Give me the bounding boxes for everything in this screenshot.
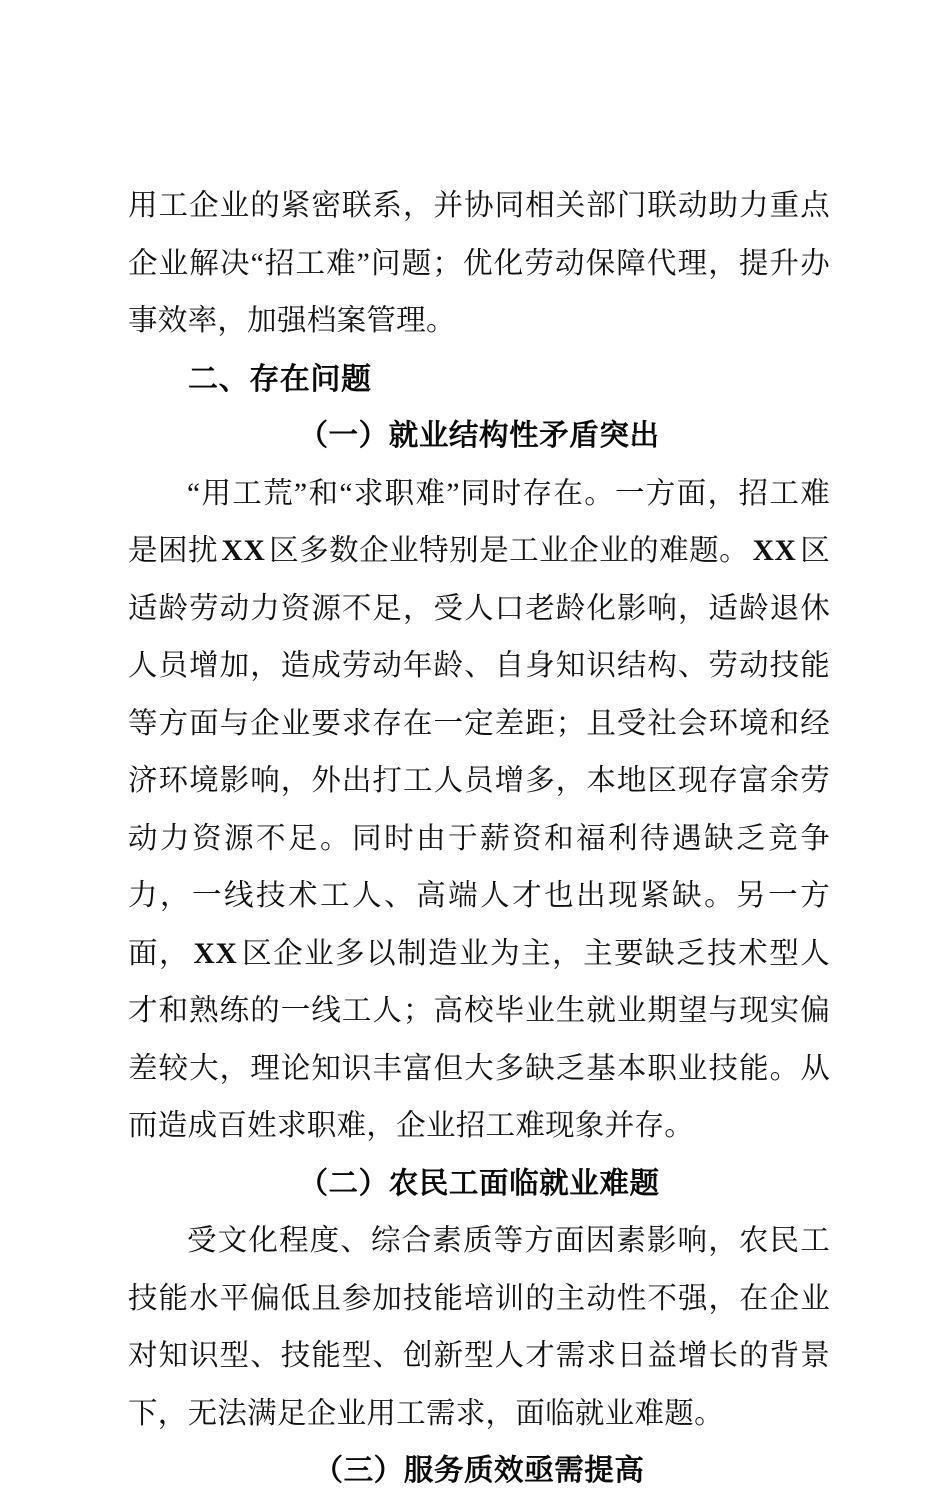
heading-section-two: 二、存在问题 — [188, 362, 372, 396]
redacted-place-token: XX — [221, 535, 266, 567]
heading-subsection-three: （三）服务质效亟需提高 — [313, 1455, 645, 1487]
paragraph-subsection-two-body: 受文化程度、综合素质等方面因素影响，农民工技能水平偏低且参加技能培训的主动性不强，在企业对知识型、技能型、创新型人才需求日益增长的背景下，无法满足企业用工需求，面临就业难题。 — [128, 1225, 830, 1430]
redacted-place-token: XX — [193, 937, 238, 970]
paragraph-subsection-one-body: “用工荒”和“求职难”同时存在。一方面，招工难是困扰 XX 区多数企业特别是工业企业的难题。 XX 区适龄劳动力资源不足，受人口老龄化影响，适龄退休人员增加，造成劳动年龄、自身知识结构、劳动技能等方面与企业要求存在一定差距；且受社会环境和经济环境影响，外出打工人员增多，本地区现存富余劳动力资源不足。同时由于薪资和福利待遇缺乏竞争力，一线技术工人、高端人才也出现紧缺。另一方面， XX 区企业多以制造业为主，主要缺乏技术型人才和熟练的一线工人；高校毕业生就业期望与现实偏差较大，理论知识丰富但大多缺乏基本职业技能。从而造成百姓求职难，企业招工难现象并存。 — [128, 477, 830, 1142]
redacted-place-token: XX — [752, 535, 797, 567]
document-body — [128, 178, 830, 1501]
heading-subsection-one: （一）就业结构性矛盾突出 — [298, 420, 660, 452]
paragraph-continuation: 用工企业的紧密联系，并协同相关部门联动助力重点企业解决“招工难”问题；优化劳动保障代理，提升办事效率，加强档案管理。 — [128, 190, 830, 337]
heading-subsection-two: （二）农民工面临就业难题 — [298, 1167, 660, 1200]
